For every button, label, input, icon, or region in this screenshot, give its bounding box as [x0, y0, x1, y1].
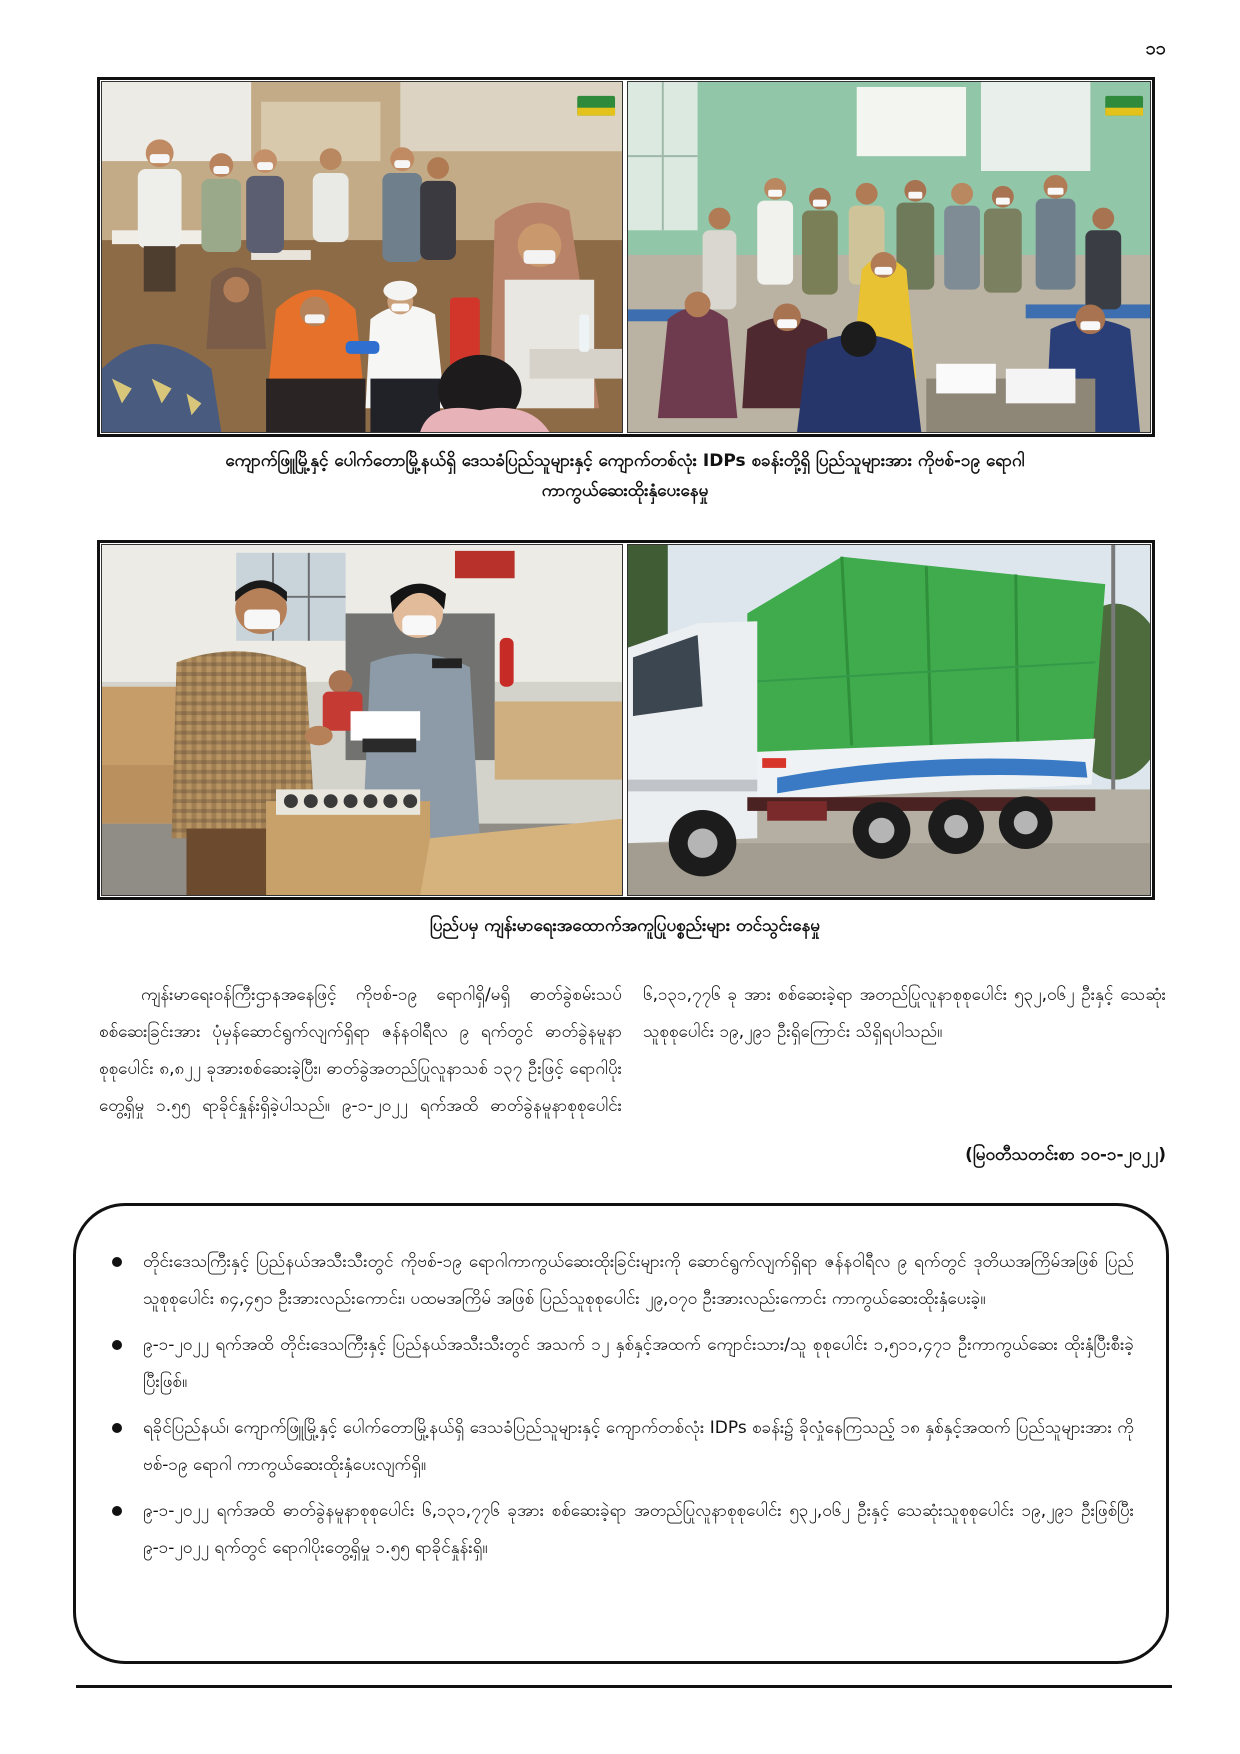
summary-list — [143, 1244, 1134, 1567]
bullet-icon — [112, 1423, 122, 1433]
broadcaster-logo — [1105, 96, 1143, 116]
classroom-scene-illustration — [628, 82, 1150, 432]
summary-item — [143, 1410, 1134, 1484]
photo-vaccination-local-residents — [101, 81, 623, 433]
fire-extinguisher — [500, 638, 514, 687]
warehouse-scene-illustration — [102, 545, 622, 895]
bullet-icon — [112, 1257, 122, 1267]
summary-item-text: ရခိုင်ပြည်နယ်၊ ကျောက်ဖြူမြို့နှင့် ပေါက်တောမြို့နယ်ရှိ ဒေသခံပြည်သူများနှင့် ကျောက်တစ်လုံး IDPs စခန်း၌ ခိုလှုံနေကြသည့် ၁၈ နှစ်နှင့်အထက် ပြည်သူများအား ကိုဗစ်-၁၉ ရောဂါ ကာကွယ်ဆေးထိုးနှံပေးလျက်ရှိ။ — [143, 1418, 1134, 1475]
photo-vaccination-idp-camp — [627, 81, 1151, 433]
photo-supply-truck — [627, 544, 1151, 896]
broadcaster-logo — [577, 96, 615, 116]
photo-supply-inspection — [101, 544, 623, 896]
summary-item — [143, 1327, 1134, 1401]
photo-caption-medical-supplies — [85, 911, 1165, 941]
summary-item — [143, 1493, 1134, 1567]
truck-scene-illustration — [628, 545, 1150, 895]
summary-item — [143, 1244, 1134, 1318]
summary-item-text: ၉-၁-၂၀၂၂ ရက်အထိ ဓာတ်ခွဲနမူနာစုစုပေါင်း ၆,၁၃၁,၇၇၆ ခုအား စစ်ဆေးခဲ့ရာ အတည်ပြုလူနာစုစုပေါင်း ၅၃၂,၀၆၂ ဦးနှင့် သေဆုံးသူစုစုပေါင်း ၁၉,၂၉၁ ဦးဖြစ်ပြီး ၉-၁-၂၀၂၂ ရက်တွင် ရောဂါပိုးတွေ့ရှိမှု ၁.၅၅ ရာခိုင်နှုန်းရှိ။ — [143, 1501, 1134, 1558]
article-paragraph: ကျန်းမာရေးဝန်ကြီးဌာနအနေဖြင့် ကိုဗစ်-၁၉ ရောဂါရှိ/မရှိ ဓာတ်ခွဲစမ်းသပ်စစ်ဆေးခြင်းအား ပုံမှန်ဆောင်ရွက်လျက်ရှိရာ ဇန်နဝါရီလ ၉ ရက်တွင် ဓာတ်ခွဲနမူနာစုစုပေါင်း ၈,၈၂၂ ခုအားစစ်ဆေးခဲ့ပြီး၊ ဓာတ်ခွဲအတည်ပြုလူနာသစ် ၁၃၇ ဦးဖြင့် ရောဂါပိုးတွေ့ရှိမှု ၁.၅၅ ရာခိုင်နှုန်းရှိခဲ့ပါသည်။ ၉-၁-၂၀၂၂ ရက်အထိ ဓာတ်ခွဲနမူနာစုစုပေါင်း ၆,၁၃၁,၇၇၆ ခု အား စစ်ဆေးခဲ့ရာ အတည်ပြုလူနာစုစုပေါင်း ၅၃၂,၀၆၂ ဦးနှင့် သေဆုံးသူစုစုပေါင်း ၁၉,၂၉၁ ဦးရှိကြောင်း သိရှိရပါသည်။ — [99, 985, 1166, 1116]
truck-tarp — [747, 557, 1105, 755]
vaccination-scene-illustration — [102, 82, 622, 432]
bullet-icon — [112, 1506, 122, 1516]
page-bottom-rule — [76, 1685, 1172, 1688]
summary-box — [73, 1203, 1169, 1664]
photo-caption-vaccination — [85, 446, 1165, 506]
caption-line: ကာကွယ်ဆေးထိုးနှံပေးနေမှု — [541, 481, 709, 501]
article-source: (မြဝတီသတင်းစာ ၁၀-၁-၂၀၂၂) — [965, 1145, 1166, 1165]
table-with-documents — [926, 364, 1095, 432]
summary-item-text: ၉-၁-၂၀၂၂ ရက်အထိ တိုင်းဒေသကြီးနှင့် ပြည်နယ်အသီးသီးတွင် အသက် ၁၂ နှစ်နှင့်အထက် ကျောင်းသား/သူ စုစုပေါင်း ၁,၅၁၁,၄၇၁ ဦးကာကွယ်ဆေး ထိုးနှံပြီးစီးခဲ့ပြီးဖြစ်။ — [143, 1335, 1134, 1392]
photo-frame-vaccination — [97, 77, 1155, 437]
bullet-icon — [112, 1340, 122, 1350]
article-body — [99, 977, 1166, 1162]
caption-line: ကျောက်ဖြူမြို့နှင့် ပေါက်တောမြို့နယ်ရှိ ဒေသခံပြည်သူများနှင့် ကျောက်တစ်လုံး IDPs စခန်းတို့ရှိ ပြည်သူများအား ကိုဗစ်-၁၉ ရောဂါ — [225, 451, 1025, 471]
summary-item-text: တိုင်းဒေသကြီးနှင့် ပြည်နယ်အသီးသီးတွင် ကိုဗစ်-၁၉ ရောဂါကာကွယ်ဆေးထိုးခြင်းများကို ဆောင်ရွက်လျက်ရှိရာ ဇန်နဝါရီလ ၉ ရက်တွင် ဒုတိယအကြိမ်အဖြစ် ပြည်သူစုစုပေါင်း ၈၄,၄၅၁ ဦးအားလည်းကောင်း၊ ပထမအကြိမ် အဖြစ် ပြည်သူစုစုပေါင်း ၂၉,၀၇၀ ဦးအားလည်းကောင်း ကာကွယ်ဆေးထိုးနှံပေးခဲ့။ — [143, 1252, 1134, 1309]
caption-line: ပြည်ပမှ ကျန်းမာရေးအထောက်အကူပြုပစ္စည်းများ တင်သွင်းနေမှု — [430, 916, 820, 936]
page-number: ၁၁ — [1145, 38, 1166, 59]
photo-frame-medical-supplies — [97, 540, 1155, 900]
